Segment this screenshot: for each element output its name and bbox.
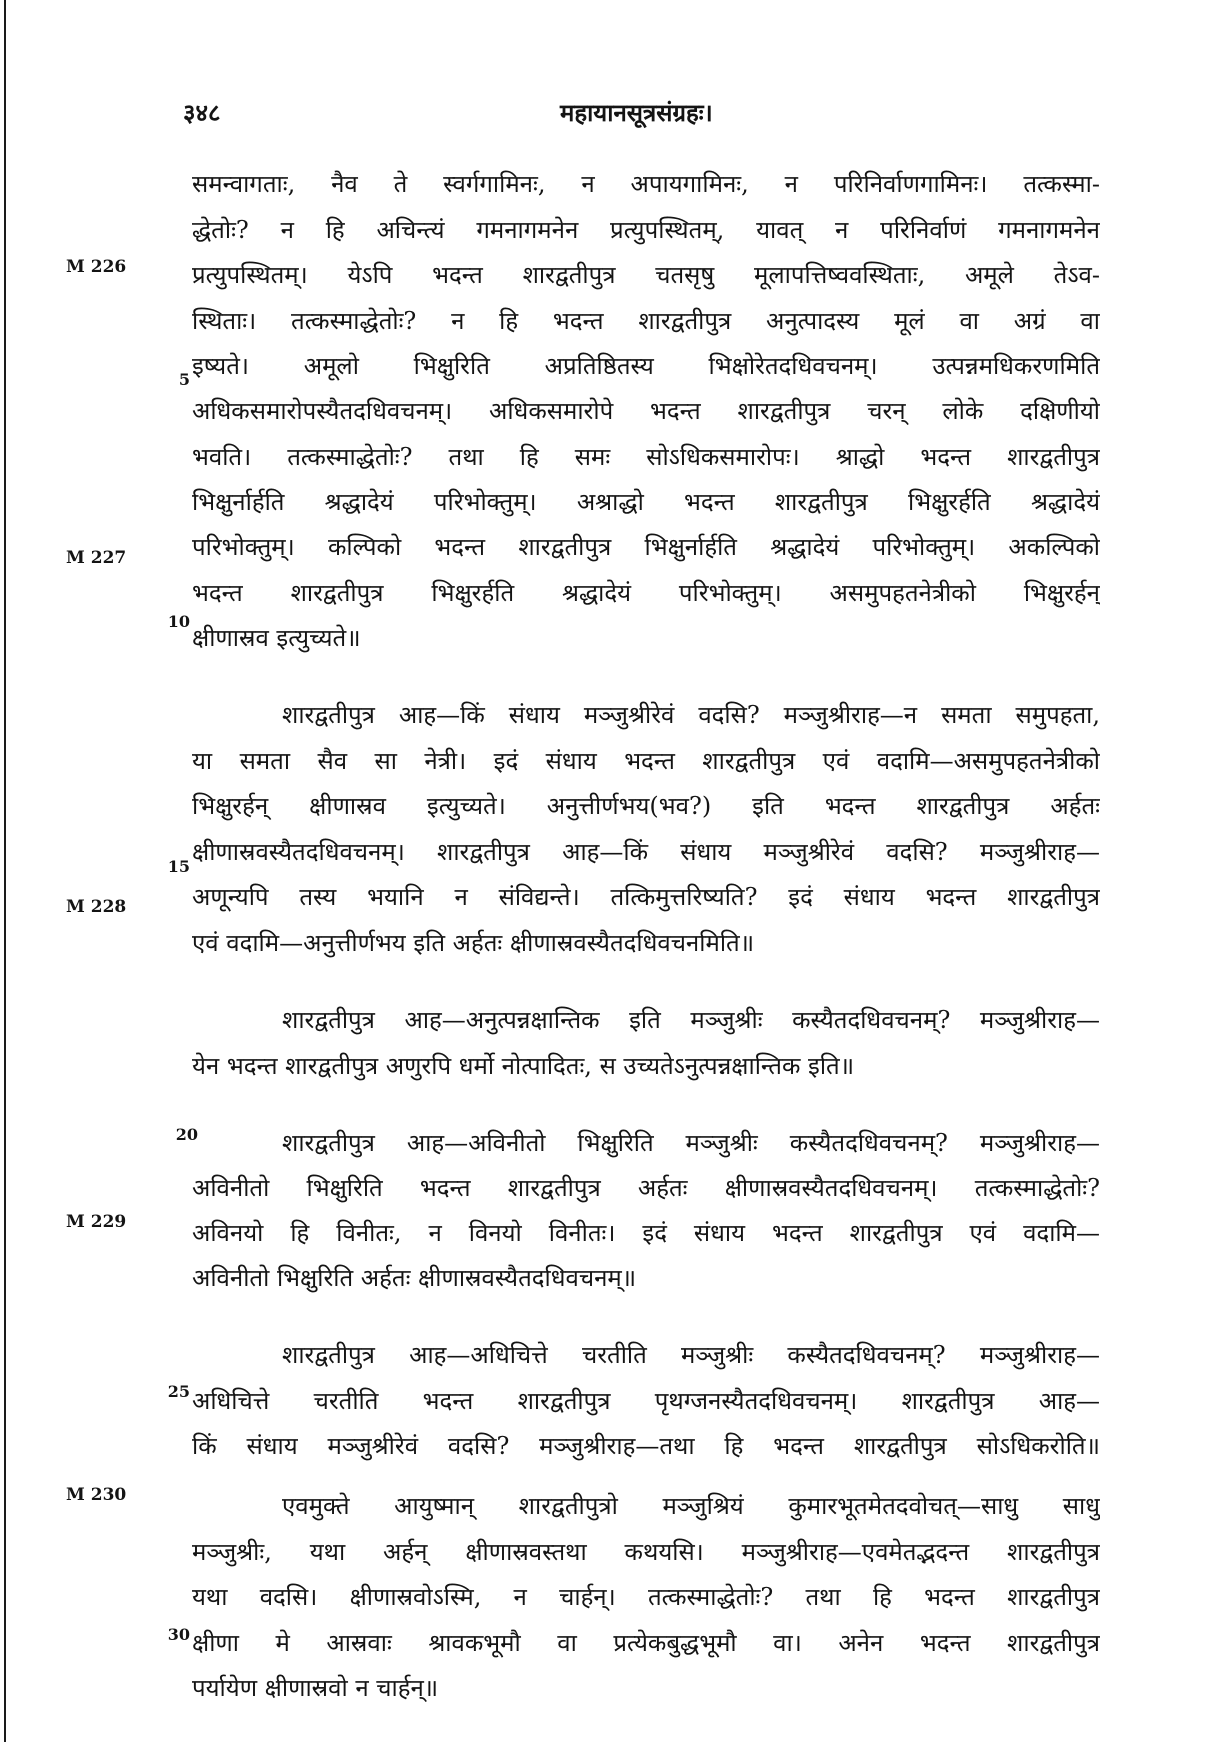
- text-line: परिभोक्तुम्। कल्पिको भदन्त शारद्वतीपुत्र भिक्षुर्नार्हति श्रद्धादेयं परिभोक्तुम्। अकल्पिको: [192, 533, 1100, 561]
- text-line: अधिचित्ते चरतीति भदन्त शारद्वतीपुत्र पृथग्जनस्यैतदधिवचनम्। शारद्वतीपुत्र आह—: [192, 1387, 1100, 1415]
- page-number: ३४८: [183, 98, 221, 127]
- line-number-10: 10: [167, 612, 190, 631]
- running-title: महायानसूत्रसंग्रहः।: [560, 98, 713, 127]
- text-line: शारद्वतीपुत्र आह—अनुत्पन्नक्षान्तिक इति मञ्जुश्रीः कस्यैतदधिवचनम्? मञ्जुश्रीराह—: [282, 1006, 1100, 1034]
- text-line: शारद्वतीपुत्र आह—अधिचित्ते चरतीति मञ्जुश्रीः कस्यैतदधिवचनम्? मञ्जुश्रीराह—: [282, 1341, 1100, 1369]
- text-line: अविनयो हि विनीतः, न विनयो विनीतः। इदं संधाय भदन्त शारद्वतीपुत्र एवं वदामि—: [192, 1219, 1100, 1247]
- text-line: क्षीणा मे आस्रवाः श्रावकभूमौ वा प्रत्येकबुद्धभूमौ वा। अनेन भदन्त शारद्वतीपुत्र: [192, 1629, 1100, 1657]
- text-line: शारद्वतीपुत्र आह—किं संधाय मञ्जुश्रीरेवं वदसि? मञ्जुश्रीराह—न समता समुपहता,: [282, 701, 1100, 729]
- text-line: अधिकसमारोपस्यैतदधिवचनम्। अधिकसमारोपे भदन्त शारद्वतीपुत्र चरन् लोके दक्षिणीयो: [192, 397, 1100, 425]
- margin-ref-m228: M 228: [66, 897, 127, 917]
- text-line: एवमुक्ते आयुष्मान् शारद्वतीपुत्रो मञ्जुश्रियं कुमारभूतमेतदवोचत्—साधु साधु: [282, 1492, 1100, 1520]
- margin-ref-m229: M 229: [66, 1212, 127, 1232]
- text-line: क्षीणास्रवस्यैतदधिवचनम्। शारद्वतीपुत्र आह—किं संधाय मञ्जुश्रीरेवं वदसि? मञ्जुश्रीराह—: [192, 838, 1100, 866]
- text-line: अविनीतो भिक्षुरिति अर्हतः क्षीणास्रवस्यैतदधिवचनम्॥: [192, 1264, 637, 1292]
- text-line: एवं वदामि—अनुत्तीर्णभय इति अर्हतः क्षीणास्रवस्यैतदधिवचनमिति॥: [192, 929, 755, 957]
- text-line: भिक्षुरर्हन् क्षीणास्रव इत्युच्यते। अनुत्तीर्णभय(भव?) इति भदन्त शारद्वतीपुत्र अर्हतः: [192, 792, 1100, 820]
- text-line: शारद्वतीपुत्र आह—अविनीतो भिक्षुरिति मञ्जुश्रीः कस्यैतदधिवचनम्? मञ्जुश्रीराह—: [282, 1129, 1100, 1157]
- text-line: द्धेतोः? न हि अचिन्त्यं गमनागमनेन प्रत्युपस्थितम्, यावत् न परिनिर्वाणं गमनागमनेन: [192, 216, 1100, 244]
- text-line: मञ्जुश्रीः, यथा अर्हन् क्षीणास्रवस्तथा कथयसि। मञ्जुश्रीराह—एवमेतद्भदन्त शारद्वतीपुत्र: [192, 1538, 1100, 1566]
- text-line: भिक्षुर्नार्हति श्रद्धादेयं परिभोक्तुम्। अश्राद्धो भदन्त शारद्वतीपुत्र भिक्षुरर्हति श्रद्धादेयं: [192, 488, 1100, 516]
- text-line: भदन्त शारद्वतीपुत्र भिक्षुरर्हति श्रद्धादेयं परिभोक्तुम्। असमुपहतनेत्रीको भिक्षुरर्हन्: [192, 579, 1100, 607]
- line-number-30: 30: [167, 1625, 190, 1644]
- line-number-20: 20: [175, 1125, 198, 1144]
- margin-ref-m226: M 226: [66, 257, 127, 277]
- line-number-5: 5: [178, 370, 190, 389]
- line-number-25: 25: [167, 1382, 190, 1401]
- text-line: इष्यते। अमूलो भिक्षुरिति अप्रतिष्ठितस्य भिक्षोरेतदधिवचनम्। उत्पन्नमधिकरणमिति: [192, 352, 1100, 380]
- text-line: भवति। तत्कस्माद्धेतोः? तथा हि समः सोऽधिकसमारोपः। श्राद्धो भदन्त शारद्वतीपुत्र: [192, 443, 1100, 471]
- page-header: [0, 96, 1232, 136]
- text-line: या समता सैव सा नेत्री। इदं संधाय भदन्त शारद्वतीपुत्र एवं वदामि—असमुपहतनेत्रीको: [192, 747, 1100, 775]
- text-line: येन भदन्त शारद्वतीपुत्र अणुरपि धर्मो नोत्पादितः, स उच्यतेऽनुत्पन्नक्षान्तिक इति॥: [192, 1052, 855, 1080]
- text-line: अणून्यपि तस्य भयानि न संविद्यन्ते। तत्किमुत्तरिष्यति? इदं संधाय भदन्त शारद्वतीपुत्र: [192, 883, 1100, 911]
- margin-ref-m230: M 230: [66, 1485, 127, 1505]
- text-line: पर्यायेण क्षीणास्रवो न चार्हन्॥: [192, 1674, 439, 1702]
- line-number-15: 15: [167, 857, 190, 876]
- text-line: यथा वदसि। क्षीणास्रवोऽस्मि, न चार्हन्। तत्कस्माद्धेतोः? तथा हि भदन्त शारद्वतीपुत्र: [192, 1583, 1100, 1611]
- text-line: प्रत्युपस्थितम्। येऽपि भदन्त शारद्वतीपुत्र चतसृषु मूलापत्तिष्ववस्थिताः, अमूले तेऽव-: [192, 261, 1100, 289]
- text-line: अविनीतो भिक्षुरिति भदन्त शारद्वतीपुत्र अर्हतः क्षीणास्रवस्यैतदधिवचनम्। तत्कस्माद्धेतोः?: [192, 1174, 1100, 1202]
- text-line: समन्वागताः, नैव ते स्वर्गगामिनः, न अपायगामिनः, न परिनिर्वाणगामिनः। तत्कस्मा-: [192, 170, 1100, 198]
- text-line: स्थिताः। तत्कस्माद्धेतोः? न हि भदन्त शारद्वतीपुत्र अनुत्पादस्य मूलं वा अग्रं वा: [192, 307, 1100, 335]
- text-line: क्षीणास्रव इत्युच्यते॥: [192, 624, 361, 652]
- text-line: किं संधाय मञ्जुश्रीरेवं वदसि? मञ्जुश्रीराह—तथा हि भदन्त शारद्वतीपुत्र सोऽधिकरोति॥: [192, 1432, 1100, 1460]
- margin-ref-m227: M 227: [66, 548, 127, 568]
- scan-edge-line: [4, 0, 6, 1742]
